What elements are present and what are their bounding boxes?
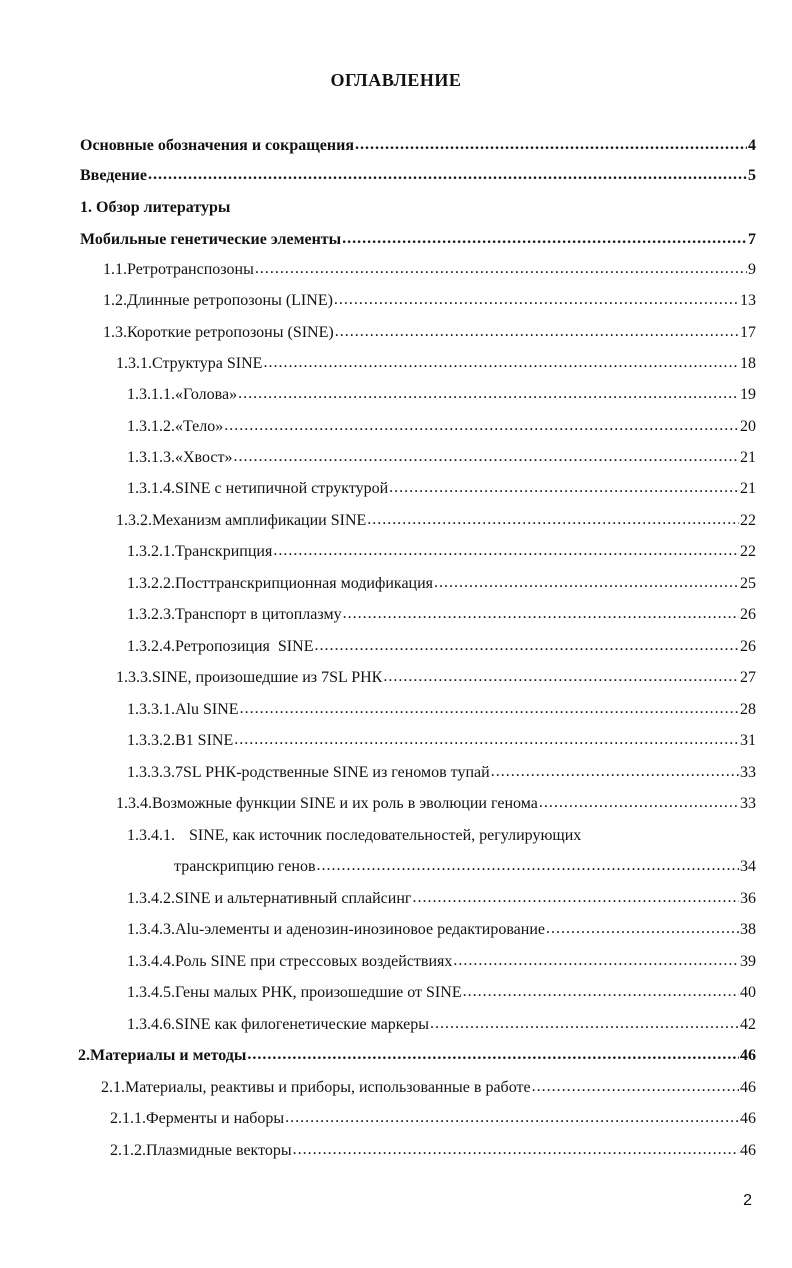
toc-entry-number: 1.3.1.4. [127, 480, 175, 497]
toc-entry-label: Введение [80, 167, 147, 184]
toc-entry-page: 46 [740, 1142, 756, 1159]
toc-entry-label: SINE и альтернативный сплайсинг [175, 890, 412, 907]
toc-entry-label: Гены малых РНК, произошедшие от SINE [175, 984, 462, 1001]
toc-entry-label: Alu SINE [175, 701, 239, 718]
toc-entry[interactable] [127, 417, 756, 437]
toc-entry-page: 4 [748, 137, 756, 154]
toc-entry-page: 34 [740, 858, 756, 875]
toc-entry-number: 1.3.1.2. [127, 418, 175, 435]
toc-entry-label: Короткие ретропозоны (SINE) [127, 324, 334, 341]
toc-entry-continuation[interactable] [174, 857, 756, 877]
toc-entry[interactable] [127, 479, 756, 499]
toc-entry-label: SINE, произошедшие из 7SL РНК [152, 669, 383, 686]
toc-entry[interactable] [78, 1046, 756, 1066]
toc-entry-number: 1.3.3.1. [127, 701, 175, 718]
dot-leader [383, 667, 739, 687]
dot-leader [412, 888, 739, 908]
dot-leader [491, 762, 739, 782]
dot-leader [247, 1045, 739, 1065]
dot-leader [238, 384, 739, 404]
toc-entry-number: 1.3.4.6. [127, 1016, 175, 1033]
dot-leader [389, 478, 739, 498]
toc-entry-page: 46 [740, 1079, 756, 1096]
toc-entry-page: 20 [740, 418, 756, 435]
dot-leader [234, 730, 739, 750]
toc-entry-multiline[interactable] [127, 826, 756, 846]
toc-entry-label: «Тело» [175, 418, 224, 435]
toc-entry[interactable] [103, 323, 756, 343]
toc-entry-label: B1 SINE [175, 732, 234, 749]
dot-leader [148, 165, 747, 185]
dot-leader [335, 322, 739, 342]
toc-entry-label: транскрипцию генов [174, 858, 316, 875]
dot-leader [293, 1140, 739, 1160]
toc-entry-number: 1.3.2.4. [127, 638, 175, 655]
dot-leader [539, 793, 739, 813]
toc-entry-page: 38 [740, 921, 756, 938]
toc-entry-page: 13 [740, 292, 756, 309]
toc-entry-heading [80, 198, 756, 218]
toc-entry-label: SINE как филогенетические маркеры [175, 1016, 429, 1033]
toc-entry-page: 40 [740, 984, 756, 1001]
toc-entry-page: 42 [740, 1016, 756, 1033]
toc-entry[interactable] [127, 385, 756, 405]
toc-entry-page: 17 [740, 324, 756, 341]
toc-entry-number: 1.3.1.3. [127, 449, 175, 466]
toc-entry-number: 1.3.4.1. [127, 827, 175, 844]
dot-leader [343, 604, 739, 624]
toc-entry-label: Роль SINE при стрессовых воздействиях [175, 953, 453, 970]
toc-entry-page: 25 [740, 575, 756, 592]
toc-entry[interactable] [116, 794, 756, 814]
toc-entry-page: 21 [740, 449, 756, 466]
toc-entry-page: 7 [748, 231, 756, 248]
toc-entry-label: Плазмидные векторы [146, 1142, 292, 1159]
toc-entry[interactable] [127, 637, 756, 657]
toc-entry-label: «Хвост» [175, 449, 233, 466]
toc-entry[interactable] [127, 983, 756, 1003]
toc-entry-page: 26 [740, 638, 756, 655]
toc-entry[interactable] [127, 1015, 756, 1035]
toc-title: ОГЛАВЛЕНИЕ [330, 70, 462, 90]
toc-entry-page: 46 [740, 1047, 756, 1064]
toc-entry-number: 1.3.2.2. [127, 575, 175, 592]
toc-entry-label: Материалы и методы [90, 1047, 247, 1064]
dot-leader [532, 1077, 739, 1097]
toc-entry[interactable] [116, 668, 756, 688]
dot-leader [317, 856, 740, 876]
dot-leader [453, 951, 739, 971]
toc-entry[interactable] [116, 511, 756, 531]
dot-leader [240, 699, 739, 719]
toc-entry[interactable] [127, 542, 756, 562]
dot-leader [224, 416, 739, 436]
toc-entry-label: Механизм амплификации SINE [152, 512, 367, 529]
toc-entry-label: 7SL РНК-родственные SINE из геномов тупай [175, 764, 490, 781]
toc-entry[interactable] [127, 889, 756, 909]
toc-entry-page: 31 [740, 732, 756, 749]
toc-entry-page: 18 [740, 355, 756, 372]
dot-leader [314, 636, 739, 656]
toc-entry[interactable] [80, 230, 756, 250]
toc-entry-number: 1.3.4.2. [127, 890, 175, 907]
toc-entry[interactable] [127, 605, 756, 625]
toc-entry-page: 19 [740, 386, 756, 403]
toc-entry-label: Мобильные генетические элементы [80, 231, 342, 248]
toc-entry[interactable] [127, 448, 756, 468]
toc-entry[interactable] [110, 1141, 756, 1161]
dot-leader [234, 447, 740, 467]
toc-entry-label: Материалы, реактивы и приборы, использованные в работе [125, 1079, 531, 1096]
toc-entry[interactable] [110, 1109, 756, 1129]
toc-entry-label: Посттранскрипционная модификация [175, 575, 434, 592]
toc-entry-label: «Голова» [175, 386, 238, 403]
toc-entry-label: Длинные ретропозоны (LINE) [127, 292, 333, 309]
toc-entry-page: 46 [740, 1110, 756, 1127]
toc-entry[interactable] [127, 731, 756, 751]
dot-leader [273, 541, 739, 561]
toc-entry-page: 9 [748, 261, 756, 278]
dot-leader [367, 510, 739, 530]
toc-entry[interactable] [103, 291, 756, 311]
toc-entry-number: 1.3.1. [116, 355, 152, 372]
toc-entry-label: 1. Обзор литературы [80, 199, 231, 216]
toc-entry-page: 39 [740, 953, 756, 970]
toc-entry-number: 1.2. [103, 292, 127, 309]
toc-entry-label: Ретропозиция SINE [175, 638, 314, 655]
toc-entry-page: 33 [740, 795, 756, 812]
toc-entry[interactable] [127, 700, 756, 720]
dot-leader [263, 353, 739, 373]
toc-entry-label: SINE с нетипичной структурой [175, 480, 389, 497]
toc-entry-number: 2.1. [101, 1079, 125, 1096]
dot-leader [434, 573, 739, 593]
dot-leader [255, 259, 747, 279]
toc-entry-number: 1.3.4.4. [127, 953, 175, 970]
toc-entry-number: 1.3.4. [116, 795, 152, 812]
toc-entry-label: Ретротранспозоны [127, 261, 254, 278]
toc-entry-number: 2.1.1. [110, 1110, 146, 1127]
toc-entry-label: Возможные функции SINE и их роль в эволюции генома [152, 795, 538, 812]
toc-entry-label: Основные обозначения и сокращения [80, 137, 354, 154]
toc-entry-page: 26 [740, 606, 756, 623]
toc-entry-page: 22 [740, 512, 756, 529]
dot-leader [546, 919, 739, 939]
toc-entry-page: 33 [740, 764, 756, 781]
toc-entry-label: Транскрипция [175, 543, 273, 560]
toc-entry-number: 2.1.2. [110, 1142, 146, 1159]
toc-entry-label: Структура SINE [152, 355, 263, 372]
toc-entry[interactable] [127, 574, 756, 594]
toc-entry-number: 1.3.3. [116, 669, 152, 686]
toc-entry[interactable] [80, 136, 756, 156]
toc-entry[interactable] [127, 952, 756, 972]
dot-leader [285, 1108, 739, 1128]
toc-entry-number: 1.3.1.1. [127, 386, 175, 403]
dot-leader [342, 229, 747, 249]
toc-entry-label: SINE, как источник последовательностей, регулирующих [189, 827, 582, 844]
toc-entry-number: 1.3.2.3. [127, 606, 175, 623]
toc-entry-number: 1.3.3.2. [127, 732, 175, 749]
toc-entry-number: 1.3.2. [116, 512, 152, 529]
toc-entry-page: 28 [740, 701, 756, 718]
toc-entry-label: Alu-элементы и аденозин-инозиновое редактирование [175, 921, 545, 938]
page-number: 2 [743, 1192, 752, 1209]
toc-entry-page: 22 [740, 543, 756, 560]
toc-entry-label: Транспорт в цитоплазму [175, 606, 342, 623]
toc-entry-number: 1.3.2.1. [127, 543, 175, 560]
dot-leader [334, 290, 739, 310]
toc-entry-page: 21 [740, 480, 756, 497]
toc-entry-number: 1.3. [103, 324, 127, 341]
dot-leader [430, 1014, 739, 1034]
toc-entry-page: 5 [748, 167, 756, 184]
toc-entry-label: Ферменты и наборы [146, 1110, 285, 1127]
toc-entry-page: 36 [740, 890, 756, 907]
toc-entry[interactable] [101, 1078, 756, 1098]
toc-entry[interactable] [103, 260, 756, 280]
dot-leader [463, 982, 739, 1002]
toc-entry-number: 1.3.4.3. [127, 921, 175, 938]
toc-entry[interactable] [127, 763, 756, 783]
toc-entry[interactable] [116, 354, 756, 374]
toc-entry-number: 1.1. [103, 261, 127, 278]
toc-entry-page: 27 [740, 669, 756, 686]
toc-entry-number: 1.3.4.5. [127, 984, 175, 1001]
dot-leader [355, 135, 747, 155]
toc-entry[interactable] [80, 166, 756, 186]
toc-entry-number: 2. [78, 1047, 90, 1064]
toc-entry-number: 1.3.3.3. [127, 764, 175, 781]
toc-entry[interactable] [127, 920, 756, 940]
